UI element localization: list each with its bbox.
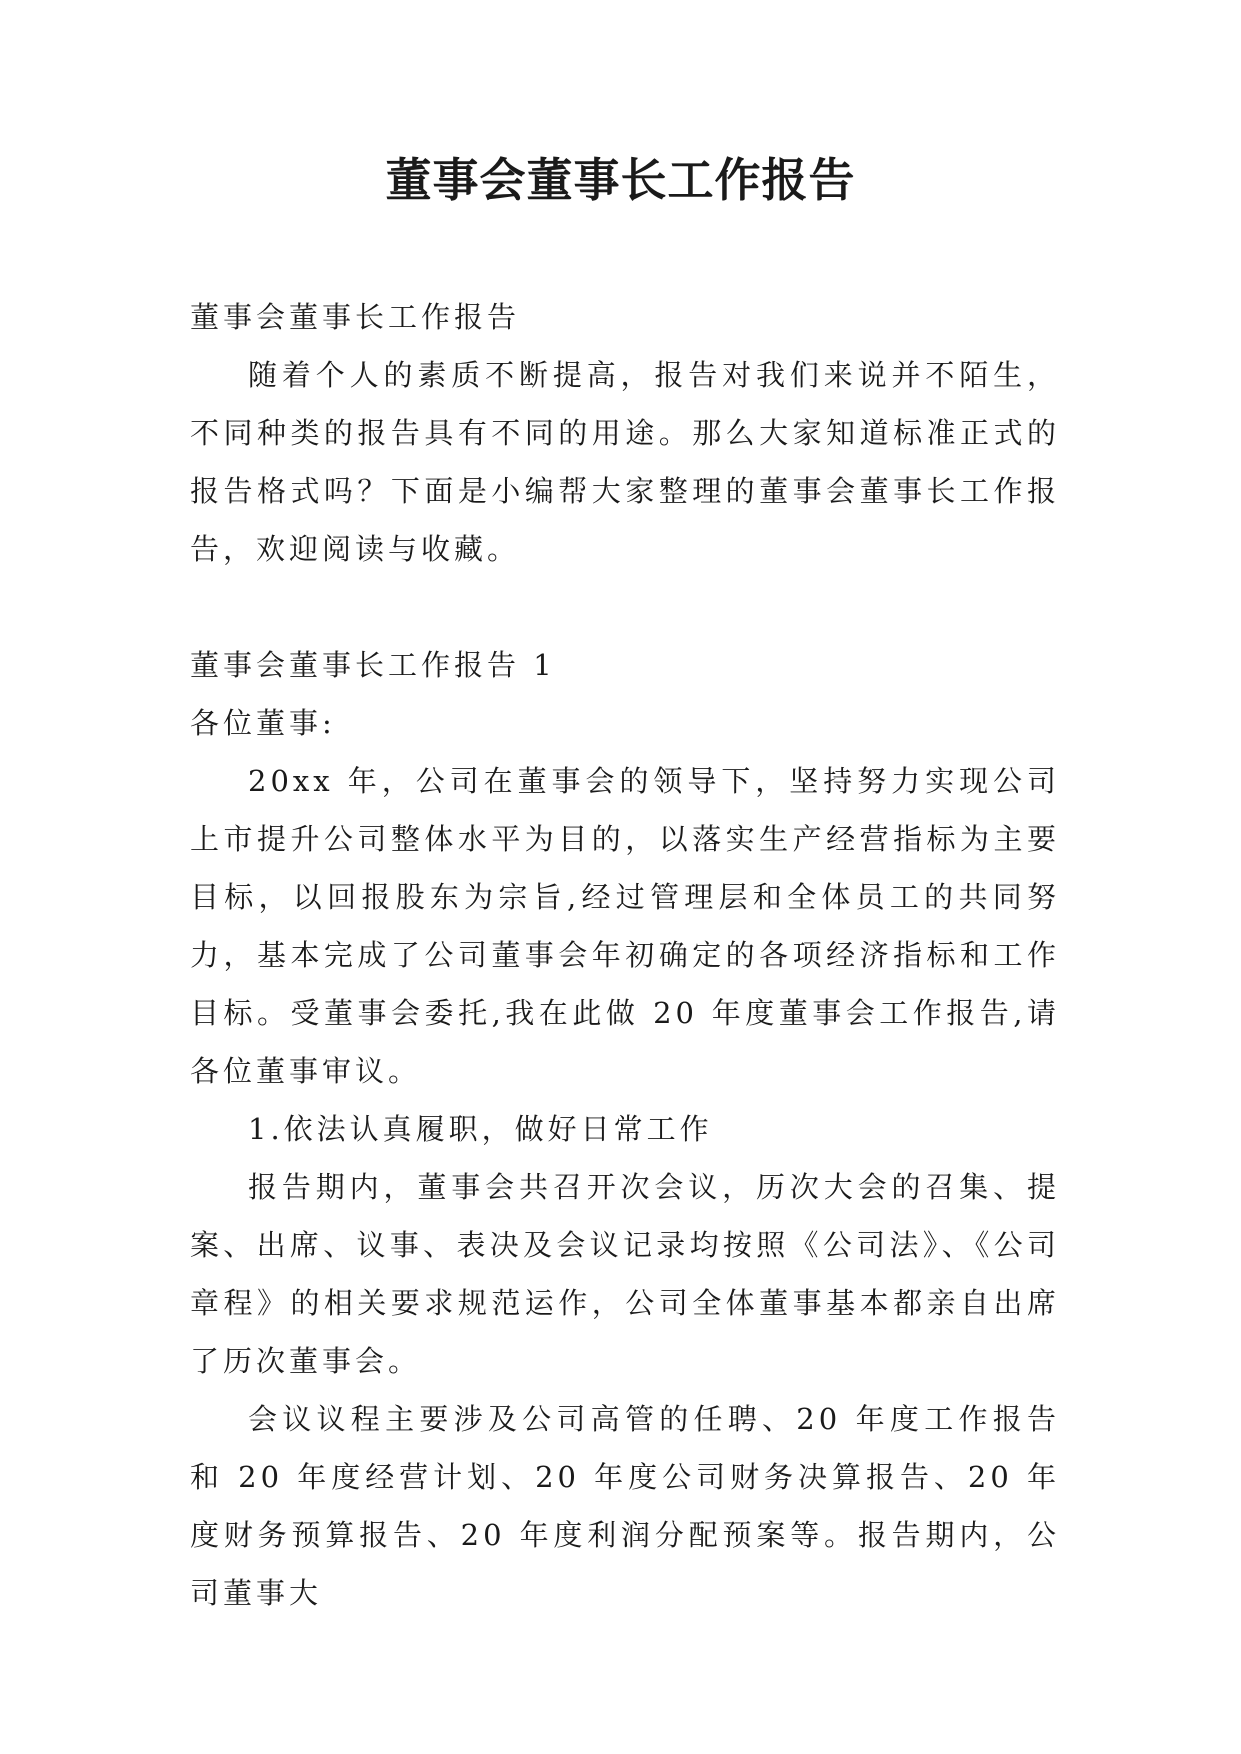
document-title: 董事会董事长工作报告 [385,153,856,207]
subsection-heading: 1.依法认真履职，做好日常工作 [248,1112,713,1146]
report-heading: 董事会董事长工作报告 1 [190,648,556,682]
document-body [190,288,1060,1622]
body-paragraph: 报告期内，董事会共召开次会议，历次大会的召集、提案、出席、议事、表决及会议记录均按照《公司法》、《公司章程》的相关要求规范运作，公司全体董事基本都亲自出席了历次董事会。 [190,1170,1060,1378]
salutation: 各位董事: [190,706,336,740]
body-paragraph: 20xx 年，公司在董事会的领导下，坚持努力实现公司上市提升公司整体水平为目的，以落实生产经营指标为主要目标，以回报股东为宗旨,经过管理层和全体员工的共同努力，基本完成了公司董事会年初确定的各项经济指标和工作目标。受董事会委托,我在此做 20 年度董事会工作报告,请各位董事审议。 [190,764,1060,1088]
paragraph-spacer [190,578,1060,636]
intro-paragraph: 随着个人的素质不断提高，报告对我们来说并不陌生，不同种类的报告具有不同的用途。那么大家知道标准正式的报告格式吗？下面是小编帮大家整理的董事会董事长工作报告，欢迎阅读与收藏。 [190,358,1060,566]
section-heading: 董事会董事长工作报告 [190,300,521,334]
body-paragraph: 会议议程主要涉及公司高管的任聘、20 年度工作报告和 20 年度经营计划、20 年度公司财务决算报告、20 年度财务预算报告、20 年度利润分配预案等。报告期内，公司董事大 [190,1402,1060,1610]
